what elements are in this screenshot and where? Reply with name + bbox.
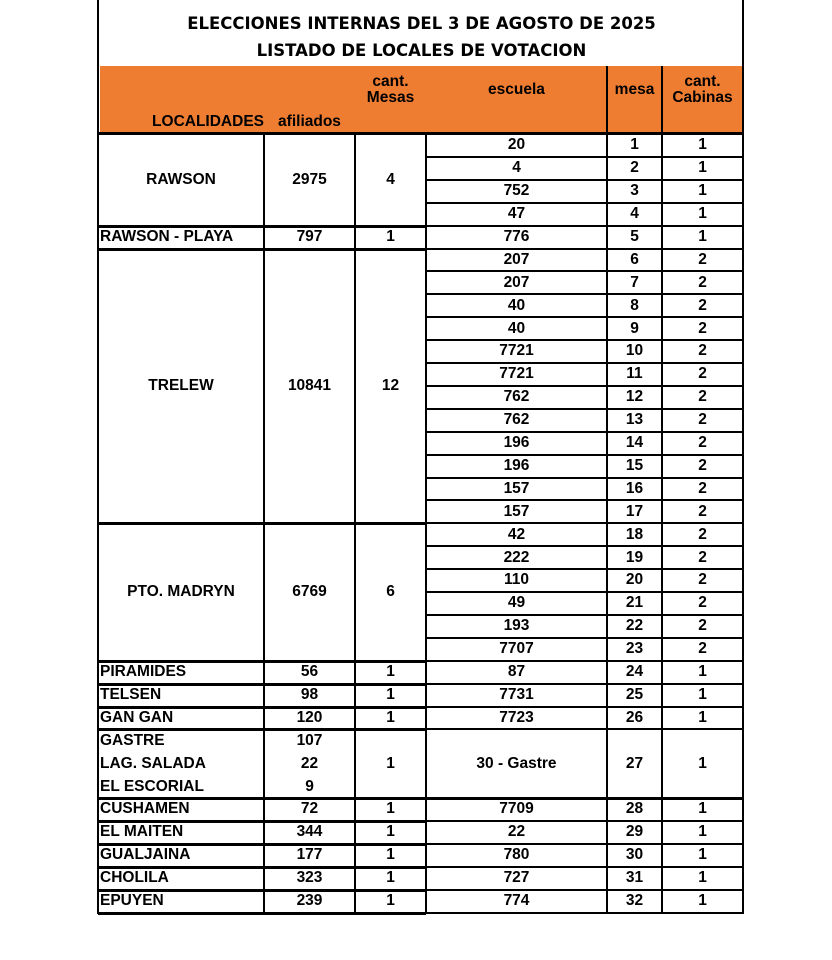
afiliados-cell: 10841 [287, 376, 332, 394]
cabinas-cell: 2 [698, 296, 707, 314]
localidad-cell: PIRAMIDES [100, 663, 187, 680]
cabinas-cell: 1 [698, 823, 707, 841]
cant-mesas-cell: 6 [386, 582, 395, 600]
column-divider [661, 340, 663, 363]
column-divider [606, 249, 608, 272]
document-subtitle: LISTADO DE LOCALES DE VOTACION [256, 41, 587, 60]
escuela-cell: 7721 [499, 365, 534, 383]
afiliados-cell: 22 [300, 754, 319, 772]
column-divider [263, 798, 265, 821]
escuela-cell: 207 [503, 250, 530, 268]
afiliados-cell: 2975 [292, 170, 327, 188]
column-divider [606, 592, 608, 615]
afiliados-cell: 120 [296, 708, 323, 726]
escuela-cell: 87 [507, 663, 526, 680]
column-divider [661, 249, 663, 272]
afiliados-cell: 323 [296, 869, 323, 887]
column-divider [661, 615, 663, 638]
localidad-cell: RAWSON [146, 170, 216, 188]
column-divider [606, 157, 608, 180]
header-localidades: LOCALIDADES [152, 112, 264, 130]
escuela-cell: 196 [503, 456, 530, 474]
cabinas-cell: 1 [698, 159, 707, 177]
cant-mesas-cell: 1 [386, 708, 395, 726]
afiliados-cell: 72 [300, 800, 319, 818]
column-divider [661, 707, 663, 730]
cabinas-cell: 1 [698, 205, 707, 222]
cant-mesas-cell: 1 [386, 800, 395, 818]
column-divider [661, 317, 663, 340]
header-divider [606, 66, 608, 134]
cabinas-cell: 1 [698, 708, 707, 726]
column-divider [606, 386, 608, 409]
column-divider [606, 615, 608, 638]
afiliados-cell: 6769 [292, 582, 327, 600]
mesa-cell: 10 [625, 342, 644, 360]
afiliados-cell: 797 [296, 227, 323, 245]
escuela-cell: 7723 [499, 708, 534, 726]
localidad-cell: GASTRE [100, 731, 165, 749]
cabinas-cell: 2 [698, 456, 707, 474]
column-divider [354, 134, 356, 226]
localidad-cell: CHOLILA [100, 869, 169, 887]
localidad-cell: LAG. SALADA [100, 754, 206, 772]
mesa-cell: 4 [630, 205, 639, 222]
localidad-cell: EPUYEN [100, 892, 164, 909]
escuela-cell: 207 [503, 273, 530, 291]
column-divider [661, 523, 663, 546]
cabinas-cell: 2 [698, 617, 707, 635]
column-divider [606, 867, 608, 890]
column-divider [354, 684, 356, 707]
cabinas-cell: 2 [698, 640, 707, 658]
cabinas-cell: 1 [698, 685, 707, 703]
column-divider [606, 203, 608, 226]
column-divider [263, 844, 265, 867]
escuela-cell: 30 - Gastre [476, 754, 557, 772]
column-divider [354, 249, 356, 524]
row-bottom-border [426, 912, 743, 914]
mesa-cell: 19 [625, 548, 644, 566]
mesa-cell: 17 [625, 502, 644, 520]
escuela-cell: 776 [503, 227, 530, 245]
column-divider [661, 134, 663, 157]
column-divider [606, 432, 608, 455]
column-divider [606, 500, 608, 523]
header-divider [661, 66, 663, 134]
column-divider [354, 523, 356, 660]
column-divider [661, 867, 663, 890]
escuela-cell: 7707 [499, 640, 534, 658]
column-divider [354, 821, 356, 844]
mesa-cell: 5 [630, 227, 639, 245]
cabinas-cell: 2 [698, 319, 707, 337]
cabinas-cell: 2 [698, 273, 707, 291]
header-cant-mesas: cant. Mesas [366, 72, 415, 106]
escuela-cell: 752 [503, 182, 530, 200]
escuela-cell: 780 [503, 846, 530, 864]
header-afiliados: afiliados [278, 112, 341, 130]
escuela-cell: 42 [507, 525, 526, 543]
afiliados-cell: 98 [300, 685, 319, 703]
afiliados-cell: 9 [305, 777, 314, 795]
cabinas-cell: 1 [698, 663, 707, 680]
localidad-cell: EL MAITEN [100, 823, 184, 841]
cant-mesas-cell: 1 [386, 227, 395, 245]
column-divider [661, 821, 663, 844]
column-divider [606, 707, 608, 730]
mesa-cell: 28 [625, 800, 644, 818]
column-divider [661, 180, 663, 203]
localidad-cell: TELSEN [100, 685, 162, 703]
mesa-cell: 1 [630, 136, 639, 154]
column-divider [661, 478, 663, 501]
escuela-cell: 7731 [499, 685, 534, 703]
column-divider [354, 890, 356, 913]
column-divider [661, 432, 663, 455]
mesa-cell: 24 [625, 663, 644, 680]
column-divider [354, 226, 356, 249]
column-divider [606, 226, 608, 249]
mesa-cell: 9 [630, 319, 639, 337]
escuela-cell: 40 [507, 319, 526, 337]
mesa-cell: 18 [625, 525, 644, 543]
column-divider [661, 569, 663, 592]
column-divider [606, 821, 608, 844]
mesa-cell: 8 [630, 296, 639, 314]
cabinas-cell: 2 [698, 594, 707, 612]
mesa-cell: 26 [625, 708, 644, 726]
cant-mesas-cell: 4 [386, 170, 395, 188]
mesa-cell: 14 [625, 434, 644, 451]
cabinas-cell: 2 [698, 342, 707, 360]
localidad-cell: EL ESCORIAL [100, 777, 204, 795]
cant-mesas-cell: 1 [386, 892, 395, 909]
cabinas-cell: 1 [698, 869, 707, 887]
mesa-cell: 12 [625, 388, 644, 406]
cabinas-cell: 1 [698, 136, 707, 154]
cabinas-cell: 1 [698, 800, 707, 818]
cant-mesas-cell: 1 [386, 685, 395, 703]
mesa-cell: 7 [630, 273, 639, 291]
column-divider [661, 890, 663, 913]
column-divider [606, 729, 608, 798]
escuela-cell: 222 [503, 548, 530, 566]
header-mesa: mesa [614, 80, 655, 98]
escuela-cell: 49 [507, 594, 526, 612]
column-divider [354, 729, 356, 798]
cant-mesas-cell: 1 [386, 823, 395, 841]
mesa-cell: 21 [625, 594, 644, 612]
column-divider [606, 409, 608, 432]
column-divider [606, 844, 608, 867]
column-divider [661, 546, 663, 569]
column-divider [661, 157, 663, 180]
column-divider [263, 134, 265, 226]
escuela-cell: 157 [503, 502, 530, 520]
column-divider [263, 729, 265, 798]
column-divider [606, 798, 608, 821]
mesa-cell: 29 [625, 823, 644, 841]
column-divider [661, 844, 663, 867]
localidad-cell: RAWSON - PLAYA [100, 227, 234, 245]
cabinas-cell: 2 [698, 434, 707, 451]
column-divider [661, 729, 663, 798]
afiliados-cell: 344 [296, 823, 323, 841]
cabinas-cell: 2 [698, 548, 707, 566]
group-bottom-border [98, 912, 426, 915]
cabinas-cell: 2 [698, 365, 707, 383]
column-divider [661, 500, 663, 523]
column-divider [263, 661, 265, 684]
column-divider [354, 798, 356, 821]
column-divider [263, 890, 265, 913]
escuela-cell: 196 [503, 434, 530, 451]
escuela-cell: 47 [507, 205, 526, 222]
escuela-cell: 110 [503, 571, 529, 589]
column-divider [606, 134, 608, 157]
header-cant-cabinas: cant. Cabinas [672, 72, 733, 106]
escuela-cell: 22 [507, 823, 526, 841]
localidad-cell: PTO. MADRYN [127, 582, 235, 600]
localidad-cell: TRELEW [148, 376, 214, 394]
escuela-cell: 193 [503, 617, 530, 635]
mesa-cell: 2 [630, 159, 639, 177]
localidad-cell: GAN GAN [100, 708, 174, 726]
mesa-cell: 30 [625, 846, 644, 864]
column-divider [606, 661, 608, 684]
escuela-cell: 727 [503, 869, 530, 887]
column-divider [606, 455, 608, 478]
column-divider [661, 409, 663, 432]
mesa-cell: 25 [625, 685, 644, 703]
cabinas-cell: 1 [698, 227, 707, 245]
mesa-cell: 11 [626, 365, 643, 383]
column-divider [606, 569, 608, 592]
mesa-cell: 22 [625, 617, 644, 635]
escuela-cell: 774 [503, 892, 530, 909]
cant-mesas-cell: 12 [381, 376, 400, 394]
escuela-cell: 7709 [499, 800, 534, 818]
column-divider [606, 317, 608, 340]
column-divider [661, 271, 663, 294]
column-divider [661, 592, 663, 615]
column-divider [661, 294, 663, 317]
column-divider [661, 661, 663, 684]
cabinas-cell: 2 [698, 388, 707, 406]
cant-mesas-cell: 1 [386, 754, 395, 772]
cant-mesas-cell: 1 [386, 869, 395, 887]
afiliados-cell: 107 [296, 731, 323, 749]
column-divider [661, 455, 663, 478]
column-divider [606, 546, 608, 569]
column-divider [606, 363, 608, 386]
column-divider [661, 226, 663, 249]
document-title: ELECCIONES INTERNAS DEL 3 DE AGOSTO DE 2025 [187, 14, 656, 33]
cabinas-cell: 1 [698, 754, 707, 772]
column-divider [263, 707, 265, 730]
cabinas-cell: 1 [698, 846, 707, 864]
mesa-cell: 3 [630, 182, 639, 200]
mesa-cell: 16 [625, 479, 644, 497]
cabinas-cell: 1 [698, 892, 707, 909]
column-divider [606, 638, 608, 661]
column-divider [606, 478, 608, 501]
escuela-cell: 4 [512, 159, 521, 177]
afiliados-cell: 56 [300, 663, 319, 680]
column-divider [354, 867, 356, 890]
column-divider [661, 684, 663, 707]
column-divider [263, 821, 265, 844]
mesa-cell: 27 [625, 754, 644, 772]
escuela-cell: 40 [507, 296, 526, 314]
mesa-cell: 13 [625, 411, 644, 429]
column-divider [354, 707, 356, 730]
mesa-cell: 32 [625, 892, 644, 909]
afiliados-cell: 239 [296, 892, 323, 909]
escuela-cell: 7721 [499, 342, 534, 360]
escuela-cell: 762 [503, 411, 530, 429]
column-divider [606, 271, 608, 294]
column-divider [263, 684, 265, 707]
column-divider [606, 294, 608, 317]
column-divider [661, 386, 663, 409]
column-divider [606, 523, 608, 546]
column-divider [606, 340, 608, 363]
cant-mesas-cell: 1 [386, 663, 395, 680]
column-divider [606, 890, 608, 913]
mesa-cell: 23 [625, 640, 644, 658]
cabinas-cell: 2 [698, 502, 707, 520]
mesa-cell: 31 [625, 869, 644, 887]
column-divider [354, 844, 356, 867]
escuela-cell: 157 [503, 479, 530, 497]
cabinas-cell: 2 [698, 525, 707, 543]
cant-mesas-cell: 1 [386, 846, 395, 864]
column-divider [606, 684, 608, 707]
column-divider [606, 180, 608, 203]
column-divider [263, 867, 265, 890]
cabinas-cell: 1 [698, 182, 707, 200]
escuela-cell: 762 [503, 388, 530, 406]
mesa-cell: 15 [625, 456, 644, 474]
column-divider [661, 798, 663, 821]
escuela-cell: 20 [507, 136, 526, 154]
afiliados-cell: 177 [296, 846, 323, 864]
column-divider [661, 638, 663, 661]
localidad-cell: GUALJAINA [100, 846, 191, 864]
column-divider [354, 661, 356, 684]
column-divider [661, 203, 663, 226]
mesa-cell: 20 [625, 571, 644, 589]
column-divider [661, 363, 663, 386]
cabinas-cell: 2 [698, 250, 707, 268]
cabinas-cell: 2 [698, 479, 707, 497]
localidad-cell: CUSHAMEN [100, 800, 190, 818]
cabinas-cell: 2 [698, 571, 707, 589]
cabinas-cell: 2 [698, 411, 707, 429]
column-divider [263, 249, 265, 524]
mesa-cell: 6 [630, 250, 639, 268]
header-escuela: escuela [488, 80, 545, 98]
column-divider [263, 226, 265, 249]
column-divider [263, 523, 265, 660]
